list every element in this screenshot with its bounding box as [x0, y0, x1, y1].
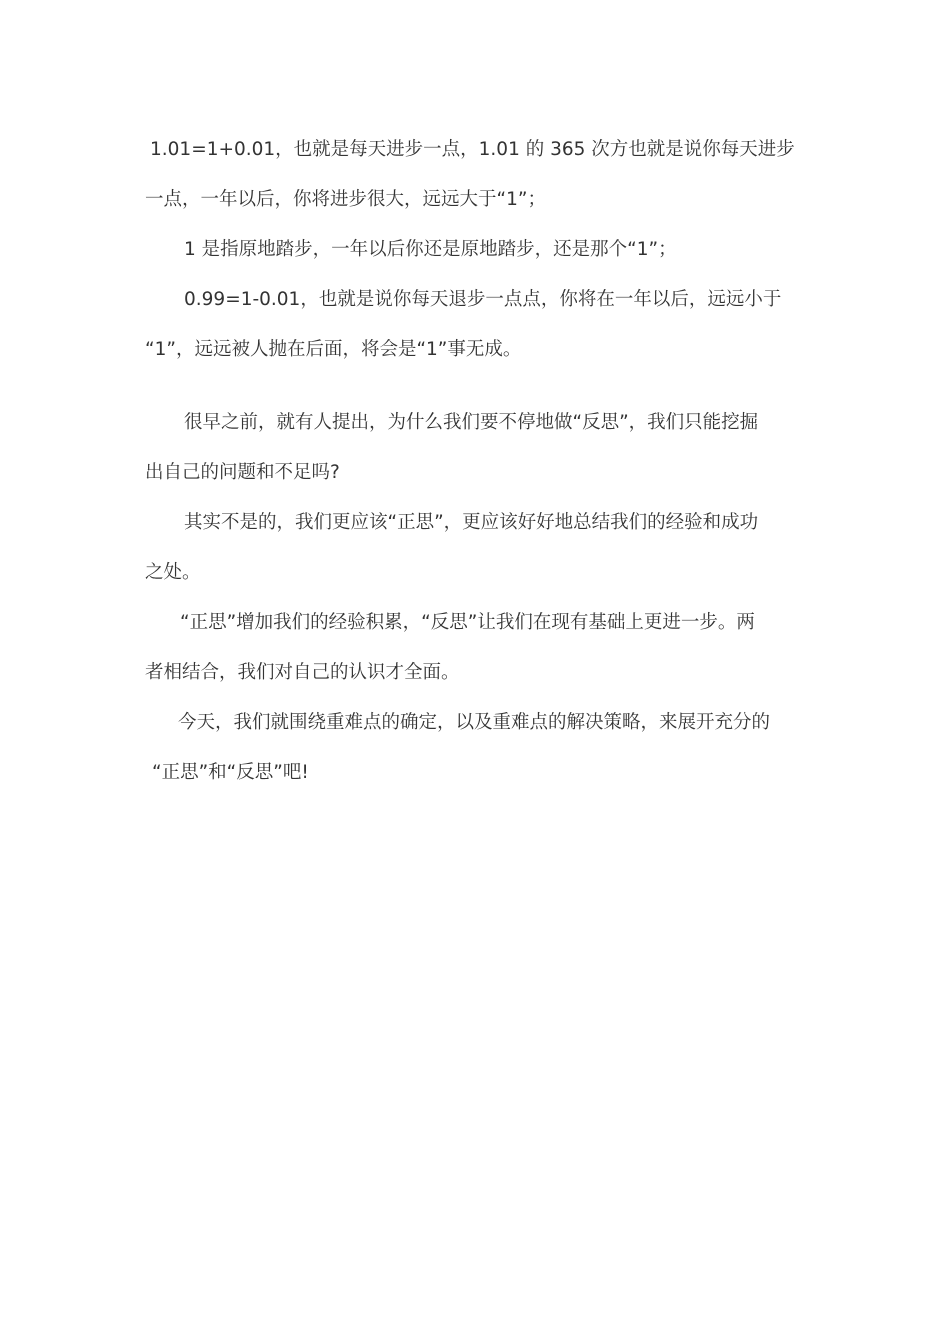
paragraph-5-line-1: 其实不是的，我们更应该“正思”，更应该好好地总结我们的经验和成功 — [184, 512, 759, 533]
paragraph-4-line-2: 出自己的问题和不足吗? — [145, 462, 340, 483]
paragraph-5-line-2: 之处。 — [145, 562, 201, 583]
paragraph-6-line-1: “正思”增加我们的经验积累，“反思”让我们在现有基础上更进一步。两 — [180, 612, 755, 633]
paragraph-1-line-1: 1.01=1+0.01，也就是每天进步一点，1.01 的 365 次方也就是说你每天进步 — [150, 139, 795, 160]
paragraph-1-line-2: 一点，一年以后，你将进步很大，远远大于“1”； — [145, 189, 546, 210]
paragraph-7-line-2: “正思”和“反思”吧! — [152, 762, 309, 783]
paragraph-3-line-2: “1”，远远被人抛在后面，将会是“1”事无成。 — [145, 339, 522, 360]
paragraph-4-line-1: 很早之前，就有人提出，为什么我们要不停地做“反思”，我们只能挖掘 — [184, 412, 759, 433]
paragraph-7-line-1: 今天，我们就围绕重难点的确定，以及重难点的解决策略，来展开充分的 — [178, 712, 771, 733]
paragraph-3-line-1: 0.99=1-0.01，也就是说你每天退步一点点，你将在一年以后，远远小于 — [184, 289, 782, 310]
paragraph-6-line-2: 者相结合，我们对自己的认识才全面。 — [145, 662, 460, 683]
paragraph-2-line-1: 1 是指原地踏步，一年以后你还是原地踏步，还是那个“1”； — [184, 239, 677, 260]
